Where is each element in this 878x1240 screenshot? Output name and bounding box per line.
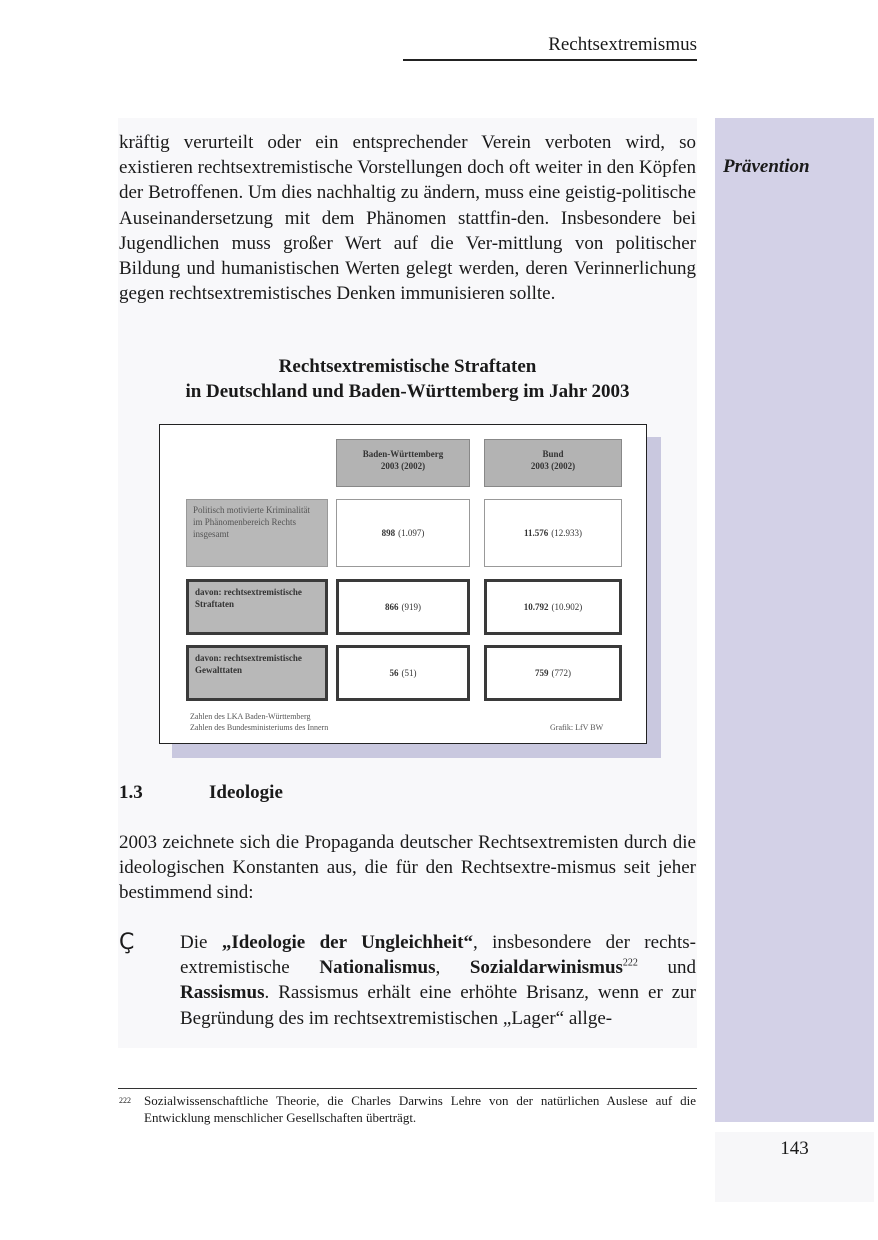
figure-source: Grafik: LfV BW: [550, 723, 604, 732]
value-straftaten-bw-current: 866: [385, 602, 399, 612]
bullet-text-3: ,: [435, 957, 470, 979]
bullet-symbol: Ç: [119, 930, 135, 955]
margin-sidebar: [715, 118, 874, 1122]
value-straftaten-bund-previous: (10.902): [551, 602, 583, 612]
footnote-reference[interactable]: 222: [622, 957, 638, 969]
bullet-bold-ideology: „Ideologie der Ungleichheit“: [221, 932, 473, 953]
bullet-text-1: Die: [180, 932, 222, 953]
value-total-bw-current: 898: [381, 528, 396, 538]
row-label-gewalttaten: davon: rechtsextremistische Gewalttaten: [186, 645, 328, 701]
value-straftaten-bw-previous: (919): [401, 602, 421, 612]
bullet-text-4: und: [637, 957, 697, 979]
figure-note-line-2: Zahlen des Bundesministeriums des Innern: [190, 723, 329, 732]
value-gewalttaten-bund-previous: (772): [551, 668, 571, 678]
value-straftaten-bund: [484, 579, 622, 635]
section-title: Ideologie: [209, 782, 283, 803]
value-total-bw-previous: (1.097): [398, 528, 425, 538]
value-gewalttaten-bw: [336, 645, 470, 701]
figure-title-line-1: Rechtsextremistische Straftaten: [278, 356, 537, 377]
bullet-bold-social-darwinism: Sozialdarwinismus: [469, 957, 623, 979]
column-header-bw-line-1: Baden-Württemberg: [362, 449, 444, 459]
bullet-paragraph: [180, 930, 696, 1031]
section-paragraph: 2003 zeichnete sich die Propaganda deutscher Rechtsextremisten durch die ideologischen Konstanten aus, die für den Rechtsextre-mismus seit jeher bestimmend sind:: [119, 832, 696, 904]
statistics-figure: [159, 424, 647, 744]
row-label-total: Politisch motivierte Kriminalität im Phänomenbereich Rechts insgesamt: [186, 499, 328, 567]
column-header-bund: [484, 439, 622, 487]
bullet-text-2: , insbesondere der rechts-extremistische: [180, 932, 696, 979]
section-heading: [119, 782, 283, 804]
footnote-text: Sozialwissenschaftliche Theorie, die Charles Darwins Lehre von der natürlichen Auslese auf die Entwicklung menschlicher Gesellschaften überträgt.: [144, 1093, 696, 1125]
column-header-bw: [336, 439, 470, 487]
value-total-bw: [336, 499, 470, 567]
column-header-bund-line-1: Bund: [542, 449, 564, 459]
value-total-bund: [484, 499, 622, 567]
section-number: 1.3: [119, 782, 143, 803]
figure-note: [190, 711, 328, 733]
page-number-box: [715, 1132, 874, 1202]
figure-title: [119, 354, 696, 404]
intro-paragraph: kräftig verurteilt oder ein entsprechender Verein verboten wird, so existieren rechtsextremistische Vorstellungen doch oft weiter in den Köpfen der Betroffenen. Um dies nachhaltig zu ändern, muss eine geistig-politische Auseinandersetzung mit dem Phänomen stattfin-den. Insbesondere bei Jugendlichen muss großer Wert auf die Ver-mittlung von politischer Bildung und humanistischen Werten gelegt werden, deren Verinnerlichung gegen rechtsextremistisches Denken immunisieren sollte.: [119, 132, 696, 305]
bullet-bold-nationalism: Nationalismus: [319, 957, 436, 979]
footnote-rule: [118, 1088, 697, 1089]
running-head: Rechtsextremismus: [403, 33, 697, 61]
value-total-bund-previous: (12.933): [551, 528, 582, 538]
value-gewalttaten-bw-previous: (51): [401, 668, 417, 678]
row-label-straftaten: davon: rechtsextremistische Straftaten: [186, 579, 328, 635]
figure-note-line-1: Zahlen des LKA Baden-Württemberg: [190, 712, 311, 721]
value-gewalttaten-bund: [484, 645, 622, 701]
column-header-bund-line-2: 2003 (2002): [530, 461, 576, 471]
value-gewalttaten-bund-current: 759: [535, 668, 549, 678]
value-gewalttaten-bw-current: 56: [389, 668, 399, 678]
footnote-number: 222: [119, 1096, 131, 1105]
footnote: [119, 1092, 696, 1126]
value-straftaten-bw: [336, 579, 470, 635]
bullet-bold-racism: Rassismus: [180, 982, 265, 1004]
value-straftaten-bund-current: 10.792: [523, 602, 549, 612]
bullet-text-5: . Rassismus erhält eine erhöhte Brisanz, wenn er zur Begründung des im rechtsextremistischen „Lager“ allge-: [180, 982, 696, 1029]
page-number: 143: [780, 1138, 809, 1159]
figure-title-line-2: in Deutschland und Baden-Württemberg im Jahr 2003: [185, 381, 630, 402]
column-header-bw-line-2: 2003 (2002): [380, 461, 426, 471]
margin-label: Prävention: [723, 156, 810, 177]
value-total-bund-current: 11.576: [523, 528, 549, 538]
